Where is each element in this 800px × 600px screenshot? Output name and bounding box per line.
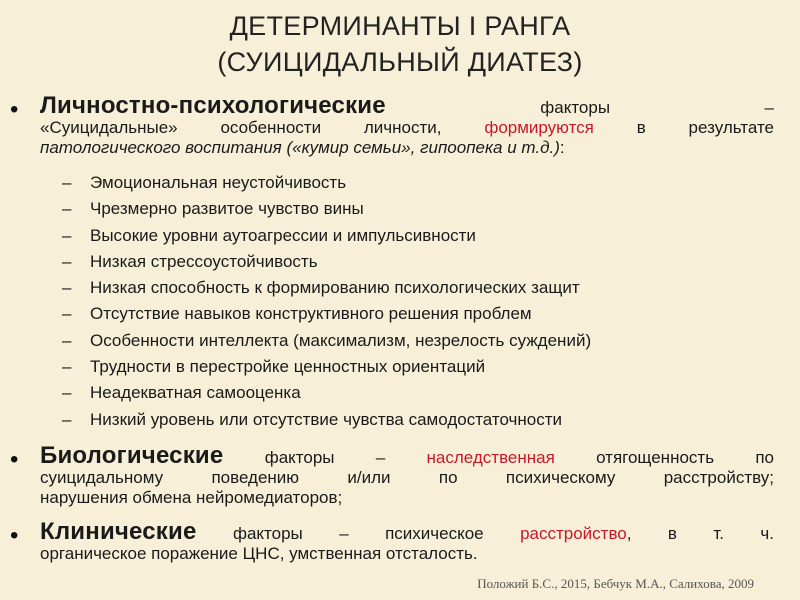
section-text: факторы –: [264, 448, 386, 467]
list-item: [62, 196, 762, 222]
list-item: [62, 328, 762, 354]
dash-icon: –: [62, 383, 72, 403]
citation: Положий Б.С., 2015, Бебчук М.А., Салихова, 2009: [477, 576, 754, 591]
list-item-text: Особенности интеллекта (максимализм, незрелость суждений): [90, 330, 592, 350]
section-text: в результате: [636, 118, 774, 137]
list-item-text: Низкая стрессоустойчивость: [90, 251, 318, 271]
dash-icon: –: [62, 330, 72, 350]
list-item: [62, 249, 762, 275]
section-text: факторы –: [540, 98, 774, 117]
list-item: [62, 170, 762, 196]
title-line-1: ДЕТЕРМИНАНТЫ I РАНГА: [229, 11, 571, 41]
slide-title: [0, 8, 800, 80]
bullet-icon: •: [10, 96, 19, 123]
section-biological-line-2: суицидальному поведению и/или по психическому расстройству;: [40, 468, 774, 487]
list-item: [62, 407, 762, 433]
list-item-text: Низкий уровень или отсутствие чувства самодостаточности: [90, 409, 563, 429]
section-text: «Суицидальные» особенности личности,: [40, 118, 442, 137]
highlight-text: наследственная: [426, 448, 555, 467]
section-text: отягощенность по: [596, 448, 774, 467]
list-item: [62, 223, 762, 249]
bullet-icon: •: [10, 446, 19, 473]
list-item: [62, 354, 762, 380]
section-biological-line-1: [40, 442, 774, 469]
highlight-text: формируются: [484, 118, 594, 137]
section-personality: [10, 92, 774, 158]
section-personality-line-3: [40, 138, 774, 158]
bullet-icon: •: [10, 522, 19, 549]
list-item-text: Низкая способность к формированию психологических защит: [90, 278, 580, 298]
section-heading: Биологические: [40, 442, 224, 469]
dash-icon: –: [62, 409, 72, 429]
dash-icon: –: [62, 251, 72, 271]
section-clinical-line-1: [40, 518, 774, 545]
list-item-text: Эмоциональная неустойчивость: [90, 173, 347, 192]
list-item-text: Отсутствие навыков конструктивного решения проблем: [90, 304, 532, 324]
list-item-text: Трудности в перестройке ценностных ориентаций: [90, 357, 486, 377]
list-item-text: Чрезмерно развитое чувство вины: [90, 199, 364, 219]
section-text: факторы – психическое: [232, 524, 484, 543]
dash-icon: –: [62, 173, 72, 192]
dash-icon: –: [62, 225, 72, 245]
title-line-2: (СУИЦИДАЛЬНЫЙ ДИАТЕЗ): [217, 47, 583, 77]
personality-factor-list: [62, 170, 762, 433]
dash-icon: –: [62, 199, 72, 219]
list-item: [62, 275, 762, 301]
italic-text: патологического воспитания («кумир семьи», гипоопека и т.д.): [40, 138, 560, 157]
section-heading: Личностно-психологические: [40, 92, 386, 119]
section-personality-line-1: [40, 92, 774, 119]
list-item-text: Неадекватная самооценка: [90, 383, 301, 403]
section-text: :: [559, 138, 565, 157]
section-biological-line-3: нарушения обмена нейромедиаторов;: [40, 488, 343, 507]
dash-icon: –: [62, 304, 72, 324]
list-item-text: Высокие уровни аутоагрессии и импульсивности: [90, 225, 476, 245]
section-text: , в т. ч.: [626, 524, 774, 543]
dash-icon: –: [62, 357, 72, 377]
dash-icon: –: [62, 278, 72, 298]
section-heading: Клинические: [40, 518, 197, 545]
section-personality-line-2: [40, 118, 774, 138]
highlight-text: расстройство: [520, 524, 627, 543]
section-clinical: [10, 518, 774, 564]
section-biological: [10, 442, 774, 508]
section-clinical-line-2: органическое поражение ЦНС, умственная отсталость.: [40, 544, 478, 563]
list-item: [62, 380, 762, 406]
list-item: [62, 301, 762, 327]
